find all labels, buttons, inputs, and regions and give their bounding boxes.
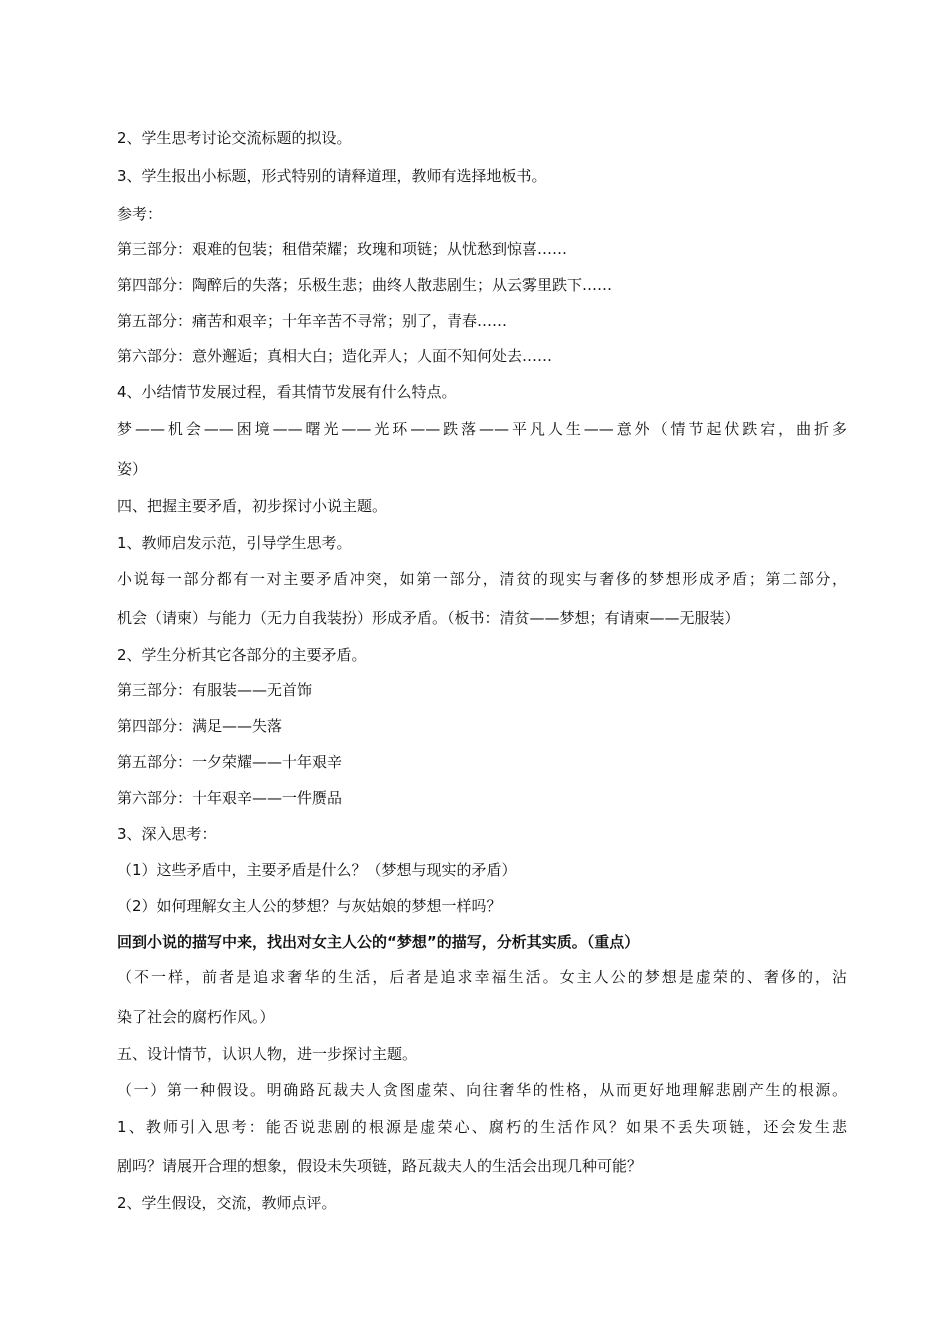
text-line: 第六部分：意外邂逅；真相大白；造化弄人；人面不知何处去…… (117, 347, 553, 365)
text-line: 2、学生假设，交流，教师点评。 (117, 1194, 337, 1212)
text-line: 第三部分：艰难的包装；租借荣耀；玫瑰和项链；从忧愁到惊喜…… (117, 240, 568, 258)
text-line: 姿） (117, 460, 148, 478)
text-line: （不一样，前者是追求奢华的生活，后者是追求幸福生活。女主人公的梦想是虚荣的、奢侈的，沾 (117, 968, 847, 986)
text-line: 第五部分：一夕荣耀——十年艰辛 (117, 753, 343, 771)
text-line: 第五部分：痛苦和艰辛；十年辛苦不寻常；别了，青春…… (117, 312, 508, 330)
text-line: 参考： (117, 205, 163, 223)
section-heading: 五、设计情节，认识人物，进一步探讨主题。 (117, 1045, 418, 1063)
text-line: 第六部分：十年艰辛——一件赝品 (117, 789, 343, 807)
section-heading: 四、把握主要矛盾，初步探讨小说主题。 (117, 497, 388, 515)
text-line: 小说每一部分都有一对主要矛盾冲突，如第一部分，清贫的现实与奢侈的梦想形成矛盾；第二部分， (117, 570, 847, 588)
text-line: 1、教师引入思考：能否说悲剧的根源是虚荣心、腐朽的生活作风？如果不丢失项链，还会发生悲 (117, 1118, 847, 1136)
text-line: 机会（请柬）与能力（无力自我装扮）形成矛盾。（板书：清贫——梦想；有请柬——无服装） (117, 609, 740, 627)
text-line: 梦——机会——困境——曙光——光环——跌落——平凡人生——意外（情节起伏跌宕，曲折多 (117, 420, 847, 438)
text-line: （2）如何理解女主人公的梦想？与灰姑娘的梦想一样吗？ (117, 897, 502, 915)
text-line: 第四部分：陶醉后的失落；乐极生悲；曲终人散悲剧生；从云雾里跌下…… (117, 276, 613, 294)
emphasis-line: 回到小说的描写中来，找出对女主人公的“梦想”的描写，分析其实质。（重点） (117, 933, 640, 951)
text-line: 1、教师启发示范，引导学生思考。 (117, 534, 352, 552)
text-line: 染了社会的腐朽作风。） (117, 1008, 275, 1026)
text-line: （1）这些矛盾中，主要矛盾是什么？（梦想与现实的矛盾） (117, 861, 517, 879)
text-line: （一）第一种假设。明确路瓦裁夫人贪图虚荣、向往奢华的性格，从而更好地理解悲剧产生的根源。 (117, 1081, 847, 1099)
text-line: 3、学生报出小标题，形式特别的请释道理，教师有选择地板书。 (117, 167, 547, 185)
text-line: 4、小结情节发展过程，看其情节发展有什么特点。 (117, 383, 457, 401)
text-line: 3、深入思考： (117, 825, 217, 843)
text-line: 2、学生思考讨论交流标题的拟设。 (117, 129, 352, 147)
text-line: 第三部分：有服装——无首饰 (117, 681, 313, 699)
text-line: 2、学生分析其它各部分的主要矛盾。 (117, 646, 367, 664)
text-line: 第四部分：满足——失落 (117, 717, 283, 735)
text-line: 剧吗？请展开合理的想象，假设未失项链，路瓦裁夫人的生活会出现几种可能？ (117, 1157, 643, 1175)
